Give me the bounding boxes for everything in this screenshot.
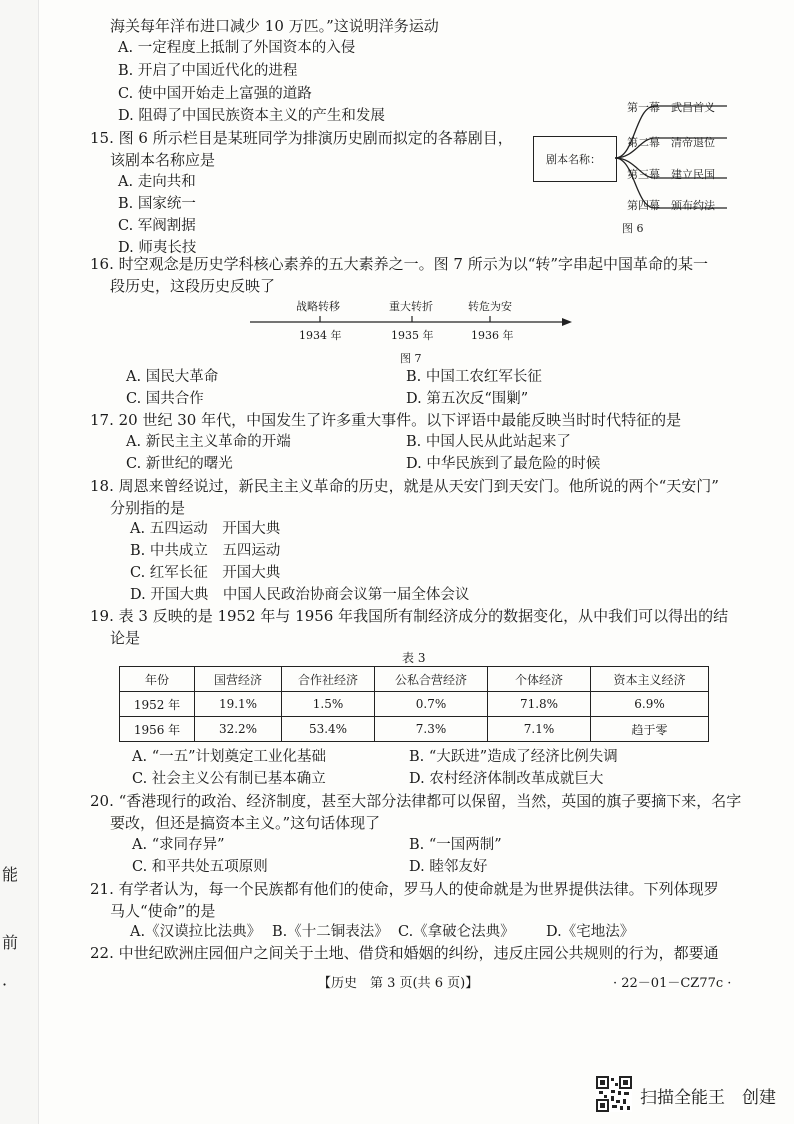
q14-option-b: B. 开启了中国近代化的进程	[118, 63, 298, 79]
q14-stem-tail: 海关每年洋布进口减少 10 万匹。”这说明洋务运动	[110, 17, 439, 35]
q18-stem-line1: 18. 周恩来曾经说过，新民主主义革命的历史，就是从天安门到天安门。他所说的两个“天安门”	[90, 477, 719, 495]
q19-option-c: C. 社会主义公有制已基本确立	[132, 771, 326, 787]
q20-option-d: D. 睦邻友好	[409, 859, 488, 875]
figure6-box-label: 剧本名称：	[546, 153, 601, 166]
q15-stem-line2: 该剧本名称应是	[110, 151, 216, 169]
table-header: 国营经济	[195, 667, 282, 692]
q16-option-a: A. 国民大革命	[126, 369, 219, 385]
scanner-watermark-text: 扫描全能王 创建	[640, 1088, 776, 1108]
timeline-label-3: 转危为安	[468, 300, 512, 313]
table3-caption: 表 3	[402, 651, 426, 665]
table-header-row	[120, 667, 709, 692]
q14-option-c: C. 使中国开始走上富强的道路	[118, 86, 312, 102]
q18-option-d: D. 开国大典 中国人民政治协商会议第一届全体会议	[130, 587, 470, 603]
q15-option-a: A. 走向共和	[118, 174, 196, 190]
qr-code-icon	[596, 1076, 632, 1112]
table-header: 个体经济	[488, 667, 591, 692]
q20-stem-line1: 20. “香港现行的政治、经济制度，甚至大部分法律都可以保留，当然，英国的旗子要摘下来，名字	[90, 792, 742, 810]
q17-option-a: A. 新民主主义革命的开端	[126, 434, 291, 450]
q20-option-a: A. “求同存异”	[132, 837, 225, 853]
table-cell: 1956 年	[120, 717, 195, 742]
figure6-caption: 图 6	[622, 222, 644, 235]
q15-stem-line1: 15. 图 6 所示栏目是某班同学为排演历史剧而拟定的各幕剧目，	[90, 129, 513, 147]
figure6-act-3: 第三幕 建立民国	[627, 168, 715, 181]
q20-stem-line2: 要改，但还是搞资本主义。”这句话体现了	[110, 814, 381, 832]
q19-stem-line1: 19. 表 3 反映的是 1952 年与 1956 年我国所有制经济成分的数据变化，从中我们可以得出的结	[90, 607, 729, 625]
q19-option-a: A. “一五”计划奠定工业化基础	[132, 749, 327, 765]
table-header: 年份	[120, 667, 195, 692]
q21-option-b: B.《十二铜表法》	[272, 924, 389, 940]
figure6-act-1: 第一幕 武昌首义	[627, 101, 715, 114]
q16-option-d: D. 第五次反“围剿”	[406, 391, 529, 407]
q16-stem-line2: 段历史，这段历史反映了	[110, 277, 276, 295]
table-header: 公私合营经济	[375, 667, 488, 692]
page-binding-edge	[0, 0, 39, 1124]
q15-option-c: C. 军阀割据	[118, 218, 196, 234]
figure6-script-box	[533, 136, 617, 182]
q18-stem-line2: 分别指的是	[110, 499, 186, 517]
q16-option-b: B. 中国工农红军长征	[406, 369, 542, 385]
q14-option-d: D. 阻碍了中国民族资本主义的产生和发展	[118, 108, 385, 124]
q19-option-b: B. “大跃进”造成了经济比例失调	[409, 749, 618, 765]
figure6-act-4: 第四幕 颁布约法	[627, 199, 715, 212]
table-cell: 1.5%	[282, 692, 375, 717]
table-cell: 趋于零	[591, 717, 709, 742]
table3	[119, 666, 709, 742]
timeline-year-1936: 1936 年	[471, 329, 514, 342]
timeline-year-1934: 1934 年	[299, 329, 342, 342]
table-cell: 53.4%	[282, 717, 375, 742]
figure6-act-2: 第二幕 清帝退位	[627, 136, 715, 149]
q21-stem-line1: 21. 有学者认为，每一个民族都有他们的使命，罗马人的使命就是为世界提供法律。下列体现罗	[90, 880, 719, 898]
q21-stem-line2: 马人“使命”的是	[110, 902, 216, 920]
q20-option-c: C. 和平共处五项原则	[132, 859, 268, 875]
table-cell: 19.1%	[195, 692, 282, 717]
q21-option-a: A.《汉谟拉比法典》	[130, 924, 262, 940]
q19-option-d: D. 农村经济体制改革成就巨大	[409, 771, 604, 787]
table-cell: 6.9%	[591, 692, 709, 717]
edge-char: 能	[2, 865, 19, 884]
q17-option-d: D. 中华民族到了最危险的时候	[406, 456, 601, 472]
q20-option-b: B. “一国两制”	[409, 837, 502, 853]
q22-stem: 22. 中世纪欧洲庄园佃户之间关于土地、借贷和婚姻的纠纷，违反庄园公共规则的行为，都要通	[90, 944, 719, 962]
page-code: · 22－01－CZ77c ·	[613, 976, 732, 991]
timeline-label-1: 战略转移	[296, 300, 340, 313]
table-row	[120, 692, 709, 717]
q14-option-a: A. 一定程度上抵制了外国资本的入侵	[118, 40, 356, 56]
q21-option-c: C.《拿破仑法典》	[398, 924, 515, 940]
table-cell: 7.3%	[375, 717, 488, 742]
q16-option-c: C. 国共合作	[126, 391, 204, 407]
q19-stem-line2: 论是	[110, 629, 141, 647]
table-header: 合作社经济	[282, 667, 375, 692]
timeline-label-2: 重大转折	[389, 300, 433, 313]
q15-option-d: D. 师夷长技	[118, 240, 197, 256]
table-row	[120, 717, 709, 742]
q18-option-b: B. 中共成立 五四运动	[130, 543, 281, 559]
q15-option-b: B. 国家统一	[118, 196, 196, 212]
table-cell: 7.1%	[488, 717, 591, 742]
table-header: 资本主义经济	[591, 667, 709, 692]
table-cell: 1952 年	[120, 692, 195, 717]
timeline-year-1935: 1935 年	[391, 329, 434, 342]
table-cell: 32.2%	[195, 717, 282, 742]
q18-option-a: A. 五四运动 开国大典	[130, 521, 281, 537]
q17-option-c: C. 新世纪的曙光	[126, 456, 233, 472]
q21-option-d: D.《宅地法》	[546, 924, 635, 940]
table-cell: 71.8%	[488, 692, 591, 717]
q17-option-b: B. 中国人民从此站起来了	[406, 434, 571, 450]
q18-option-c: C. 红军长征 开国大典	[130, 565, 281, 581]
edge-char: ·	[2, 975, 8, 994]
q16-stem-line1: 16. 时空观念是历史学科核心素养的五大素养之一。图 7 所示为以“转”字串起中国革命的某一	[90, 255, 709, 273]
q17-stem: 17. 20 世纪 30 年代，中国发生了许多重大事件。以下评语中最能反映当时时代特征的是	[90, 411, 682, 429]
page-footer: 【历史 第 3 页(共 6 页)】	[318, 976, 479, 991]
figure7-caption: 图 7	[400, 352, 422, 365]
table-cell: 0.7%	[375, 692, 488, 717]
edge-char: 前	[2, 933, 19, 952]
